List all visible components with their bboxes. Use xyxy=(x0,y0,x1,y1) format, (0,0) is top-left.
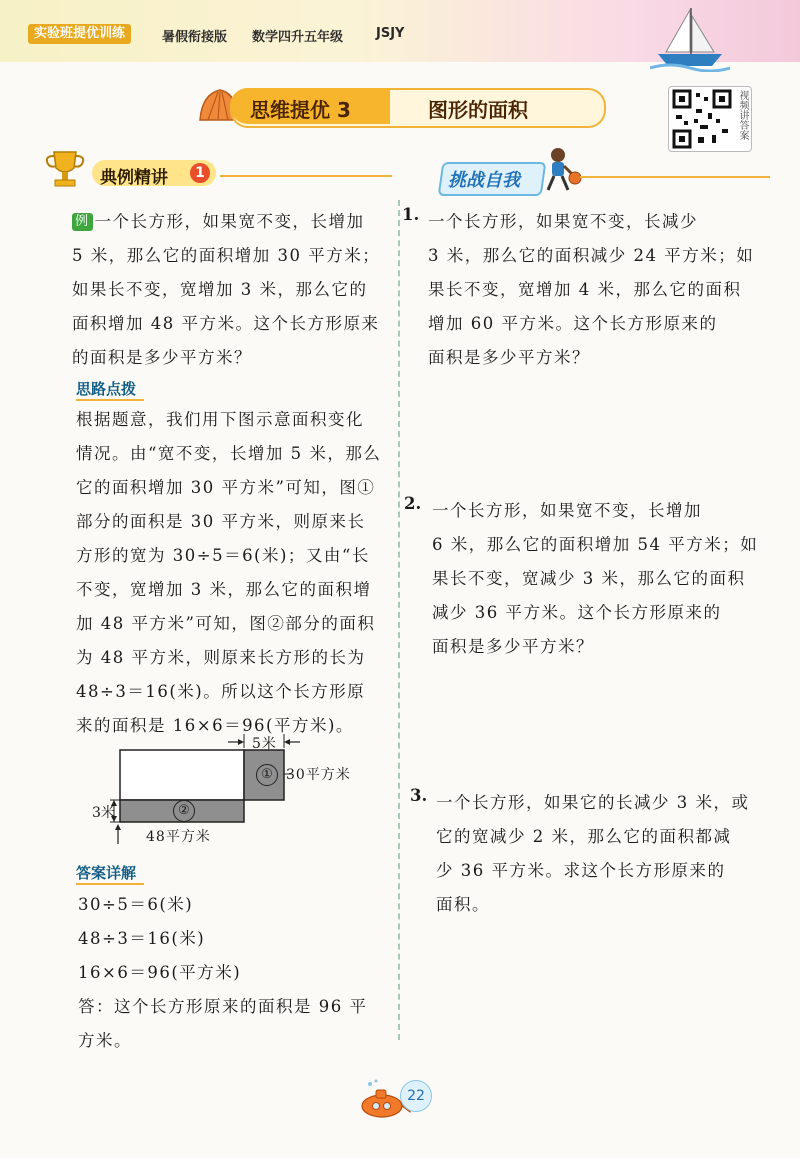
problem-2 xyxy=(432,494,772,664)
fig-label-5m: 5米 xyxy=(252,736,277,752)
example-problem xyxy=(72,205,390,375)
hint-line: 来的面积是 16×6＝96(平方米)。 xyxy=(76,716,354,735)
problem-line: 少 36 平方米。求这个长方形原来的 xyxy=(436,861,726,880)
problem-1-num: 1. xyxy=(402,205,420,224)
problem-line: 6 米，那么它的面积增加 54 平方米；如 xyxy=(432,535,759,554)
problem-line: 面积是多少平方米？ xyxy=(428,348,590,367)
hint-line: 方形的宽为 30÷5＝6(米)；又由“长 xyxy=(76,546,370,565)
answer-line: 30÷5＝6(米) xyxy=(78,895,194,914)
hint-text xyxy=(76,403,392,743)
hint-title: 思路点拨 xyxy=(76,378,144,401)
hint-line: 不变，宽增加 3 米，那么它的面积增 xyxy=(76,580,372,599)
problem-line: 一个长方形，如果它的长减少 3 米，或 xyxy=(436,793,750,812)
lesson-label: 思维提优 3 xyxy=(250,98,351,122)
example-badge: 例 xyxy=(72,213,93,231)
fig-label-30: 30平方米 xyxy=(286,767,351,783)
book-code: JSJY xyxy=(376,26,405,41)
example-section-title: 典例精讲 xyxy=(100,168,168,188)
answer-text xyxy=(78,888,390,1058)
hint-line: 部分的面积是 30 平方米，则原来长 xyxy=(76,512,366,531)
example-line-4: 面积增加 48 平方米。这个长方形原来 xyxy=(72,314,380,333)
lesson-topic: 图形的面积 xyxy=(428,98,528,122)
example-line-3: 如果长不变，宽增加 3 米，那么它的 xyxy=(72,280,368,299)
example-line-2: 5 米，那么它的面积增加 30 平方米； xyxy=(72,246,381,265)
problem-line: 它的宽减少 2 米，那么它的面积都减 xyxy=(436,827,732,846)
answer-line: 48÷3＝16(米) xyxy=(78,929,206,948)
answer-line: 方米。 xyxy=(78,1031,132,1050)
problem-line: 一个长方形，如果宽不变，长减少 xyxy=(428,212,698,231)
example-head-line xyxy=(220,175,392,177)
answer-line: 答：这个长方形原来的面积是 96 平 xyxy=(78,997,368,1016)
answer-title: 答案详解 xyxy=(76,862,144,885)
problem-line: 3 米，那么它的面积减少 24 平方米；如 xyxy=(428,246,755,265)
qr-code-icon xyxy=(672,89,732,149)
problem-line: 面积。 xyxy=(436,895,490,914)
problem-line: 果长不变，宽减少 3 米，那么它的面积 xyxy=(432,569,746,588)
problem-2-num: 2. xyxy=(404,494,422,513)
series-tag: 实验班提优训练 xyxy=(28,24,131,44)
problem-3-num: 3. xyxy=(410,786,428,805)
sailboat-icon xyxy=(650,6,730,72)
problem-line: 增加 60 平方米。这个长方形原来的 xyxy=(428,314,718,333)
hint-line: 根据题意，我们用下图示意面积变化 xyxy=(76,410,364,429)
fig-region-1-label: ① xyxy=(256,764,278,786)
answer-line: 16×6＝96(平方米) xyxy=(78,963,242,982)
original-rectangle xyxy=(120,750,244,800)
hint-line: 48÷3＝16(米)。所以这个长方形原 xyxy=(76,682,366,701)
column-divider xyxy=(398,200,400,1040)
fig-label-3m: 3米 xyxy=(92,805,115,821)
hint-line: 加 48 平方米”可知，图②部分的面积 xyxy=(76,614,376,633)
challenge-section-title: 挑战自我 xyxy=(448,170,520,191)
problem-line: 减少 36 平方米。这个长方形原来的 xyxy=(432,603,722,622)
grade-label: 数学四升五年级 xyxy=(252,30,344,45)
fig-label-48: 48平方米 xyxy=(146,829,211,845)
example-line-5: 的面积是多少平方米？ xyxy=(72,348,252,367)
example-line-1: 例 一个长方形，如果宽不变，长增加 xyxy=(72,205,390,239)
area-diagram xyxy=(86,732,386,850)
problem-1 xyxy=(428,205,768,375)
problem-line: 果长不变，宽增加 4 米，那么它的面积 xyxy=(428,280,742,299)
page-number: 22 xyxy=(400,1080,432,1112)
example-section-num: 1 xyxy=(190,163,210,183)
problem-3 xyxy=(436,786,776,922)
challenge-head-line xyxy=(580,176,770,178)
hint-line: 情况。由“宽不变，长增加 5 米，那么 xyxy=(76,444,382,463)
edition-label: 暑假衔接版 xyxy=(162,30,228,45)
trophy-icon xyxy=(42,148,88,190)
basketball-player-icon xyxy=(538,146,584,196)
problem-line: 一个长方形，如果宽不变，长增加 xyxy=(432,501,702,520)
hint-line: 它的面积增加 30 平方米”可知，图① xyxy=(76,478,376,497)
qr-caption: 视频讲答案 xyxy=(737,90,748,140)
problem-line: 面积是多少平方米？ xyxy=(432,637,594,656)
hint-line: 为 48 平方米，则原来长方形的长为 xyxy=(76,648,366,667)
fig-region-2-label: ② xyxy=(173,800,195,822)
